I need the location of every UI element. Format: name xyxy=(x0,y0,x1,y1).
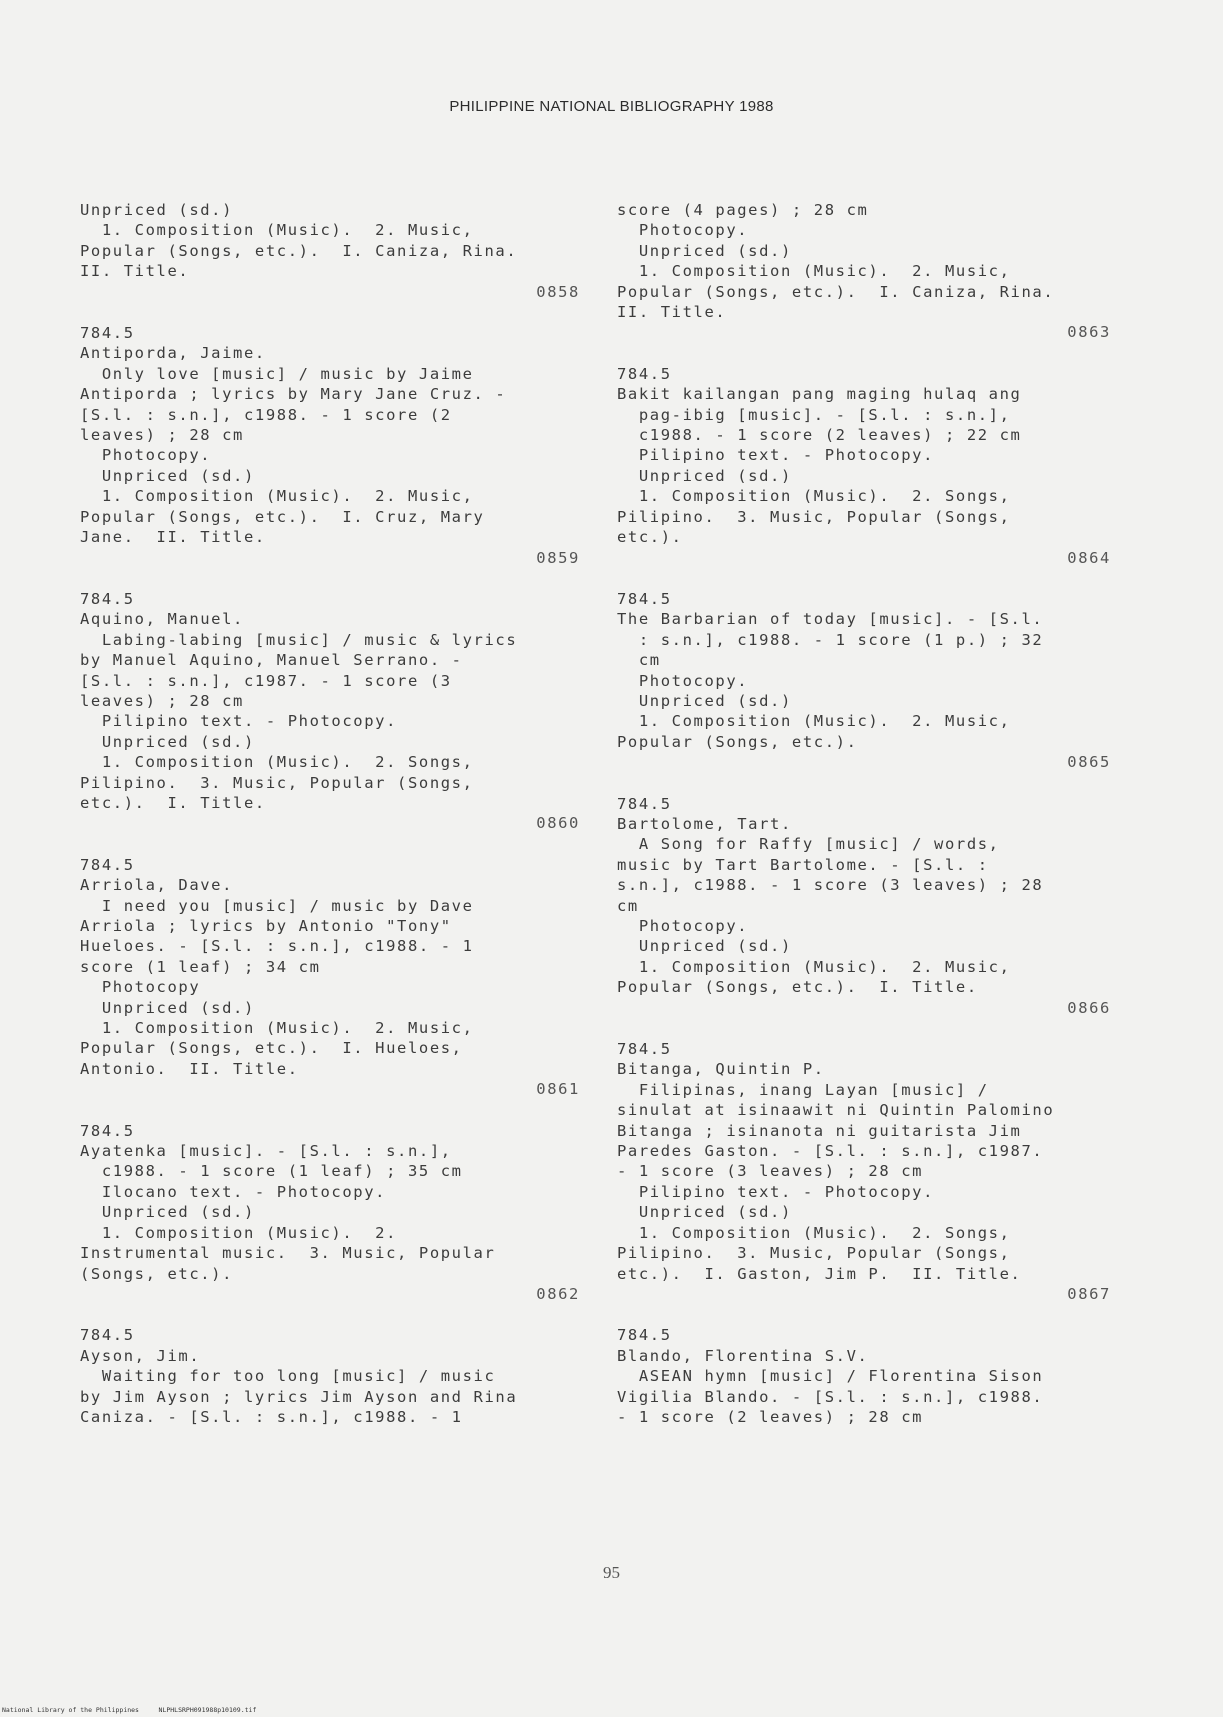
entry-line: Aquino, Manuel. xyxy=(80,610,244,629)
entry-line: 784.5 xyxy=(80,1326,135,1345)
bibliographic-entry xyxy=(80,200,580,302)
entry-line: score (1 leaf) ; 34 cm xyxy=(80,957,321,976)
entry-line: score (4 pages) ; 28 cm xyxy=(617,201,869,219)
entry-line: Popular (Songs, etc.). I. Caniza, Rina. xyxy=(617,282,1055,301)
entry-line: s.n.], c1988. - 1 score (3 leaves) ; 28 xyxy=(617,876,1044,895)
entry-line: Pilipino. 3. Music, Popular (Songs, xyxy=(80,773,474,792)
entry-line: Unpriced (sd.) xyxy=(617,1203,792,1222)
entry-line: Popular (Songs, etc.). I. Cruz, Mary xyxy=(80,507,485,526)
entry-line: 1. Composition (Music). 2. Songs, xyxy=(617,487,1011,506)
entry-line: etc.). I. Gaston, Jim P. II. Title. xyxy=(617,1264,1022,1283)
entry-line: 784.5 xyxy=(617,1326,672,1345)
bibliographic-entry xyxy=(617,200,1111,343)
entry-line: Popular (Songs, etc.). I. Caniza, Rina. xyxy=(80,241,518,260)
bibliographic-entry xyxy=(80,323,580,568)
bibliographic-entry xyxy=(617,589,1111,773)
entry-line: Pilipino. 3. Music, Popular (Songs, xyxy=(617,1244,1011,1263)
entry-number: 0861 xyxy=(536,1080,580,1099)
entry-line: Antiporda ; lyrics by Mary Jane Cruz. - xyxy=(80,385,507,404)
entry-line: Pilipino. 3. Music, Popular (Songs, xyxy=(617,507,1011,526)
page-number: 95 xyxy=(603,1563,620,1582)
entry-line: [S.l. : s.n.], c1988. - 1 score (2 xyxy=(80,405,452,424)
entry-line: Popular (Songs, etc.). I. Hueloes, xyxy=(80,1039,463,1058)
entry-line: 1. Composition (Music). 2. Music, xyxy=(617,712,1011,731)
entry-line: leaves) ; 28 cm xyxy=(80,691,244,710)
entry-line: [S.l. : s.n.], c1987. - 1 score (3 xyxy=(80,671,452,690)
entry-line: - 1 score (3 leaves) ; 28 cm xyxy=(617,1162,924,1181)
entry-line: Paredes Gaston. - [S.l. : s.n.], c1987. xyxy=(617,1142,1044,1161)
entry-line: sinulat at isinaawit ni Quintin Palomino xyxy=(617,1101,1055,1120)
entry-line: 1. Composition (Music). 2. Songs, xyxy=(80,753,474,772)
entry-line: Antonio. II. Title. xyxy=(80,1059,299,1078)
entry-line: Only love [music] / music by Jaime xyxy=(80,364,474,383)
entry-line: etc.). xyxy=(617,528,683,547)
left-column xyxy=(80,200,580,1448)
bibliographic-entry xyxy=(617,1325,1111,1427)
entry-line: Unpriced (sd.) xyxy=(617,937,792,956)
entry-line: cm xyxy=(617,651,661,670)
entry-line: Photocopy. xyxy=(617,917,749,935)
entry-line: c1988. - 1 score (1 leaf) ; 35 cm xyxy=(80,1162,463,1181)
entry-line: Unpriced (sd.) xyxy=(617,241,792,260)
entry-line: A Song for Raffy [music] / words, xyxy=(617,835,1000,854)
entry-line: Pilipino text. - Photocopy. xyxy=(80,712,398,731)
entry-line: Instrumental music. 3. Music, Popular xyxy=(80,1244,496,1263)
bibliographic-entry xyxy=(617,364,1111,568)
entry-line: : s.n.], c1988. - 1 score (1 p.) ; 32 xyxy=(617,630,1044,649)
entry-line: 1. Composition (Music). 2. Music, xyxy=(617,262,1011,281)
entry-line: Popular (Songs, etc.). xyxy=(617,732,858,751)
entry-line: The Barbarian of today [music]. - [S.l. xyxy=(617,610,1044,629)
entry-number: 0859 xyxy=(536,548,580,567)
entry-line: 1. Composition (Music). 2. xyxy=(80,1223,398,1242)
entry-number: 0867 xyxy=(1067,1284,1111,1303)
entry-line: Labing-labing [music] / music & lyrics xyxy=(80,630,518,649)
entry-line: 1. Composition (Music). 2. Songs, xyxy=(617,1223,1011,1242)
entry-line: Unpriced (sd.) xyxy=(80,201,234,219)
entry-line: Pilipino text. - Photocopy. xyxy=(617,1182,935,1201)
entry-number: 0858 xyxy=(536,282,580,301)
entry-line: music by Tart Bartolome. - [S.l. : xyxy=(617,855,989,874)
entry-line: (Songs, etc.). xyxy=(80,1264,234,1283)
entry-number: 0865 xyxy=(1067,753,1111,772)
entry-line: 784.5 xyxy=(617,794,672,813)
entry-line: Bitanga, Quintin P. xyxy=(617,1060,825,1079)
entry-line: Photocopy. xyxy=(80,446,212,465)
entry-line: Waiting for too long [music] / music xyxy=(80,1367,496,1386)
entry-line: c1988. - 1 score (2 leaves) ; 22 cm xyxy=(617,426,1022,445)
entry-line: Unpriced (sd.) xyxy=(80,1203,255,1222)
entry-line: Unpriced (sd.) xyxy=(80,998,255,1017)
entry-line: Bitanga ; isinanota ni guitarista Jim xyxy=(617,1121,1022,1140)
entry-line: Filipinas, inang Layan [music] / xyxy=(617,1080,989,1099)
entry-line: Unpriced (sd.) xyxy=(617,691,792,710)
entry-line: II. Title. xyxy=(617,303,727,322)
entry-line: Bartolome, Tart. xyxy=(617,814,792,833)
entry-line: 1. Composition (Music). 2. Music, xyxy=(80,1019,474,1038)
entry-line: Hueloes. - [S.l. : s.n.], c1988. - 1 xyxy=(80,937,474,956)
entry-line: leaves) ; 28 cm xyxy=(80,426,244,445)
entry-line: Ayatenka [music]. - [S.l. : s.n.], xyxy=(80,1142,452,1161)
entry-line: Unpriced (sd.) xyxy=(80,732,255,751)
entry-number: 0864 xyxy=(1067,548,1111,567)
entry-line: cm xyxy=(617,896,639,915)
entry-number: 0862 xyxy=(536,1284,580,1303)
entry-line: 784.5 xyxy=(80,324,135,343)
bibliographic-entry xyxy=(80,1325,580,1427)
entry-line: I need you [music] / music by Dave xyxy=(80,896,474,915)
entry-line: Caniza. - [S.l. : s.n.], c1988. - 1 xyxy=(80,1407,463,1426)
entry-line: 784.5 xyxy=(617,364,672,383)
entry-line: by Manuel Aquino, Manuel Serrano. - xyxy=(80,651,463,670)
right-column xyxy=(617,200,1111,1448)
entry-line: 784.5 xyxy=(617,1040,672,1059)
entry-line: Arriola, Dave. xyxy=(80,876,234,895)
entry-line: Ayson, Jim. xyxy=(80,1346,201,1365)
entry-line: Photocopy xyxy=(80,978,201,997)
entry-line: Blando, Florentina S.V. xyxy=(617,1346,869,1365)
scan-imprint: National Library of the Philippines NLPHLSRPH091988p10109.tif xyxy=(2,1706,257,1714)
entry-line: Vigilia Blando. - [S.l. : s.n.], c1988. xyxy=(617,1387,1044,1406)
entry-line: Pilipino text. - Photocopy. xyxy=(617,446,935,465)
entry-line: ASEAN hymn [music] / Florentina Sison xyxy=(617,1367,1044,1386)
entry-line: - 1 score (2 leaves) ; 28 cm xyxy=(617,1407,924,1426)
entry-line: 1. Composition (Music). 2. Music, xyxy=(617,957,1011,976)
entry-line: Popular (Songs, etc.). I. Title. xyxy=(617,978,978,997)
entry-line: Photocopy. xyxy=(617,221,749,240)
bibliographic-entry xyxy=(80,1121,580,1305)
entry-line: 1. Composition (Music). 2. Music, xyxy=(80,487,474,506)
bibliographic-entry xyxy=(80,855,580,1100)
entry-line: 784.5 xyxy=(80,855,135,874)
entry-line: Unpriced (sd.) xyxy=(617,466,792,485)
entry-line: etc.). I. Title. xyxy=(80,793,266,812)
entry-line: Jane. II. Title. xyxy=(80,528,266,547)
entry-line: 784.5 xyxy=(80,589,135,608)
bibliographic-entry xyxy=(80,589,580,834)
entry-line: 1. Composition (Music). 2. Music, xyxy=(80,221,474,240)
entry-number: 0863 xyxy=(1067,323,1111,342)
entry-line: Unpriced (sd.) xyxy=(80,466,255,485)
entry-line: II. Title. xyxy=(80,262,190,281)
entry-line: Bakit kailangan pang maging hulaq ang xyxy=(617,385,1022,404)
entry-number: 0866 xyxy=(1067,998,1111,1017)
bibliographic-entry xyxy=(617,794,1111,1018)
entry-line: Photocopy. xyxy=(617,671,749,690)
entry-line: by Jim Ayson ; lyrics Jim Ayson and Rina xyxy=(80,1387,518,1406)
page-header: PHILIPPINE NATIONAL BIBLIOGRAPHY 1988 xyxy=(449,98,774,115)
entry-number: 0860 xyxy=(536,814,580,833)
entry-line: 784.5 xyxy=(617,589,672,608)
bibliographic-entry xyxy=(617,1039,1111,1304)
entry-line: 784.5 xyxy=(80,1121,135,1140)
entry-line: Antiporda, Jaime. xyxy=(80,344,266,363)
entry-line: Ilocano text. - Photocopy. xyxy=(80,1182,387,1201)
entry-line: Arriola ; lyrics by Antonio "Tony" xyxy=(80,917,452,935)
entry-line: pag-ibig [music]. - [S.l. : s.n.], xyxy=(617,405,1011,424)
